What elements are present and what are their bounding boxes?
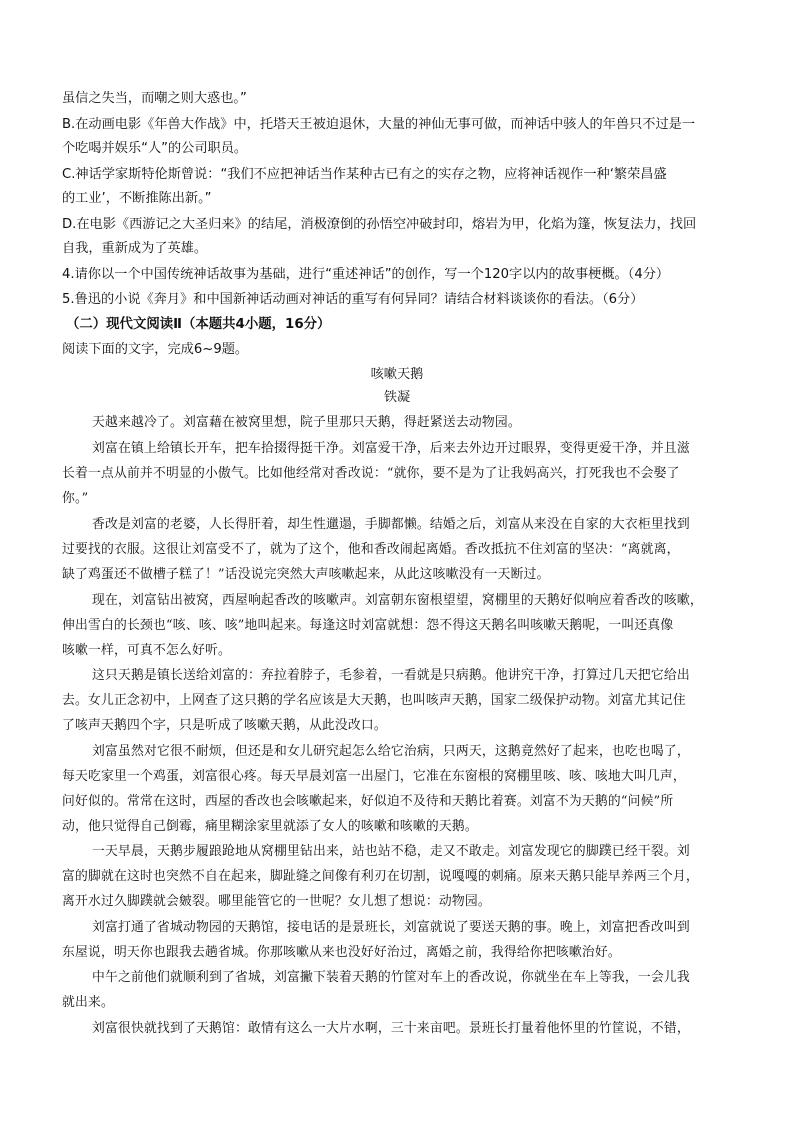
- story-line: 富的脚就在这时也突然不自在起来，脚趾缝之间像有利刃在切割，说嘎嘎的刺痛。原来天鹅只能早养两三个月，: [62, 869, 699, 884]
- story-paragraph: 香改是刘富的老婆，人长得肝着，却生性邋遢，手脚都懒。结婚之后，刘富从来没在自家的大衣柜里找到: [92, 517, 690, 532]
- story-line: 缺了鸡蛋还不做槽子糕了！”话没说完突然大声咳嗽起来，从此这咳嗽没有一天断过。: [62, 567, 550, 582]
- option-b-line1: B.在动画电影《年兽大作战》中，托塔天王被迫退休，大量的神仙无事可做，而神话中骇人的年兽只不过是一: [62, 117, 696, 132]
- story-paragraph: 天越来越冷了。刘富藉在被窝里想，院子里那只天鹅，得赶紧送去动物园。: [92, 415, 521, 430]
- story-paragraph: 刘富在镇上给镇长开车，把车拾掇得挺干净。刘富爱干净，后来去外边开过眼界，变得更爱干净，并且滋: [92, 441, 690, 456]
- story-line: 了咳声天鹅四个字，只是听成了咳嗽天鹅，从此没改口。: [62, 718, 387, 733]
- story-line: 去。女儿正念初中，上网查了这只鹅的学名应该是大天鹅，也叫咳声天鹅，国家二级保护动物。刘富尤其记住: [62, 693, 686, 708]
- question-4: 4.请你以一个中国传统神话故事为基础，进行“重述神话”的创作，写一个120字以内的故事梗概。（4分）: [62, 267, 670, 282]
- reading-instruction: 阅读下面的文字，完成6~9题。: [62, 342, 249, 357]
- story-line: 东屋说，明天你也跟我去趟省城。你那咳嗽从来也没好好治过，离婚之前，我得给你把咳嗽治好。: [62, 945, 621, 960]
- story-paragraph: 刘富虽然对它很不耐烦，但还是和女儿研究起怎么给它治病，只两天，这鹅竟然好了起来，也吃也喝了，: [92, 744, 690, 759]
- section-heading: （二）现代文阅读Ⅱ（本题共4小题，16分）: [66, 317, 331, 332]
- story-line: 你。”: [62, 491, 89, 506]
- story-line: 每天吃家里一个鸡蛋，刘富很心疼。每天早晨刘富一出屋门，它准在东窗根的窝棚里咳、咳、咳地大叫几声，: [62, 769, 686, 784]
- story-paragraph: 刘富打通了省城动物园的天鹅馆，接电话的是景班长，刘富就说了要送天鹅的事。晚上，刘富把香改叫到: [92, 920, 690, 935]
- question-5: 5.鲁迅的小说《奔月》和中国新神话动画对神话的重写有何异同？请结合材料谈谈你的看法。（6分）: [62, 292, 644, 307]
- story-author: 铁凝: [383, 390, 411, 405]
- story-line: 长着一点从前并不明显的小傲气。比如他经常对香改说：“就你，要不是为了让我妈高兴，打死我也不会娶了: [62, 466, 680, 481]
- story-line: 就出来。: [62, 995, 114, 1010]
- option-b-line2: 个吃喝并娱乐“人”的公司职员。: [62, 141, 248, 156]
- story-title: 咳嗽天鹅: [370, 367, 424, 382]
- story-line: 离开水过久脚蹼就会皴裂。哪里能管它的一世呢？女儿想了想说：动物园。: [62, 894, 491, 909]
- option-c-line1: C.神话学家斯特伦斯曾说：“我们不应把神话当作某种古已有之的实存之物，应将神话视作一种‘繁荣昌盛: [62, 167, 667, 182]
- option-a-tail: 虽信之失当，而嘲之则大惑也。”: [62, 91, 247, 106]
- story-line: 咳嗽一样，可真不怎么好听。: [62, 643, 231, 658]
- story-paragraph: 刘富很快就找到了天鹅馆：敢情有这么一大片水啊，三十来亩吧。景班长打量着他怀里的竹筐说，不错，: [92, 1021, 690, 1036]
- story-paragraph: 一天早晨，天鹅步履踉跄地从窝棚里钻出来，站也站不稳，走又不敢走。刘富发现它的脚蹼已经干裂。刘: [92, 844, 690, 859]
- story-line: 伸出雪白的长颈也“咳、咳、咳”地叫起来。每逢这时刘富就想：怨不得这天鹅名叫咳嗽天鹅呢，一叫还真像: [62, 618, 674, 633]
- story-line: 动，他只觉得自己倒霉，痛里糊涂家里就添了女人的咳嗽和咳嗽的天鹅。: [62, 819, 478, 834]
- option-d-line2: 自我，重新成为了英雄。: [62, 241, 208, 256]
- story-line: 过要找的衣服。这很让刘富受不了，就为了这个，他和香改闹起离婚。香改抵抗不住刘富的坚决：“离就离，: [62, 542, 680, 557]
- story-line: 问好似的。常常在这时，西屋的香改也会咳嗽起来，好似迫不及待和天鹅比着赛。刘富不为天鹅的“问候”所: [62, 794, 674, 809]
- story-paragraph: 这只天鹅是镇长送给刘富的：弃拉着脖子，毛参着，一看就是只病鹅。他讲究干净，打算过几天把它给出: [92, 668, 690, 683]
- option-d-line1: D.在电影《西游记之大圣归来》的结尾，消极潦倒的孙悟空冲破封印，熔岩为甲，化焰为篷，恢复法力，找回: [62, 217, 697, 232]
- option-c-line2: 的工业’，不断推陈出新。”: [62, 191, 212, 206]
- story-paragraph: 现在，刘富钻出被窝，西屋响起香改的咳嗽声。刘富朝东窗根望望，窝棚里的天鹅好似响应着香改的咳嗽，: [92, 593, 703, 608]
- story-paragraph: 中午之前他们就顺利到了省城，刘富撇下装着天鹅的竹筐对车上的香改说，你就坐在车上等我，一会儿我: [92, 970, 690, 985]
